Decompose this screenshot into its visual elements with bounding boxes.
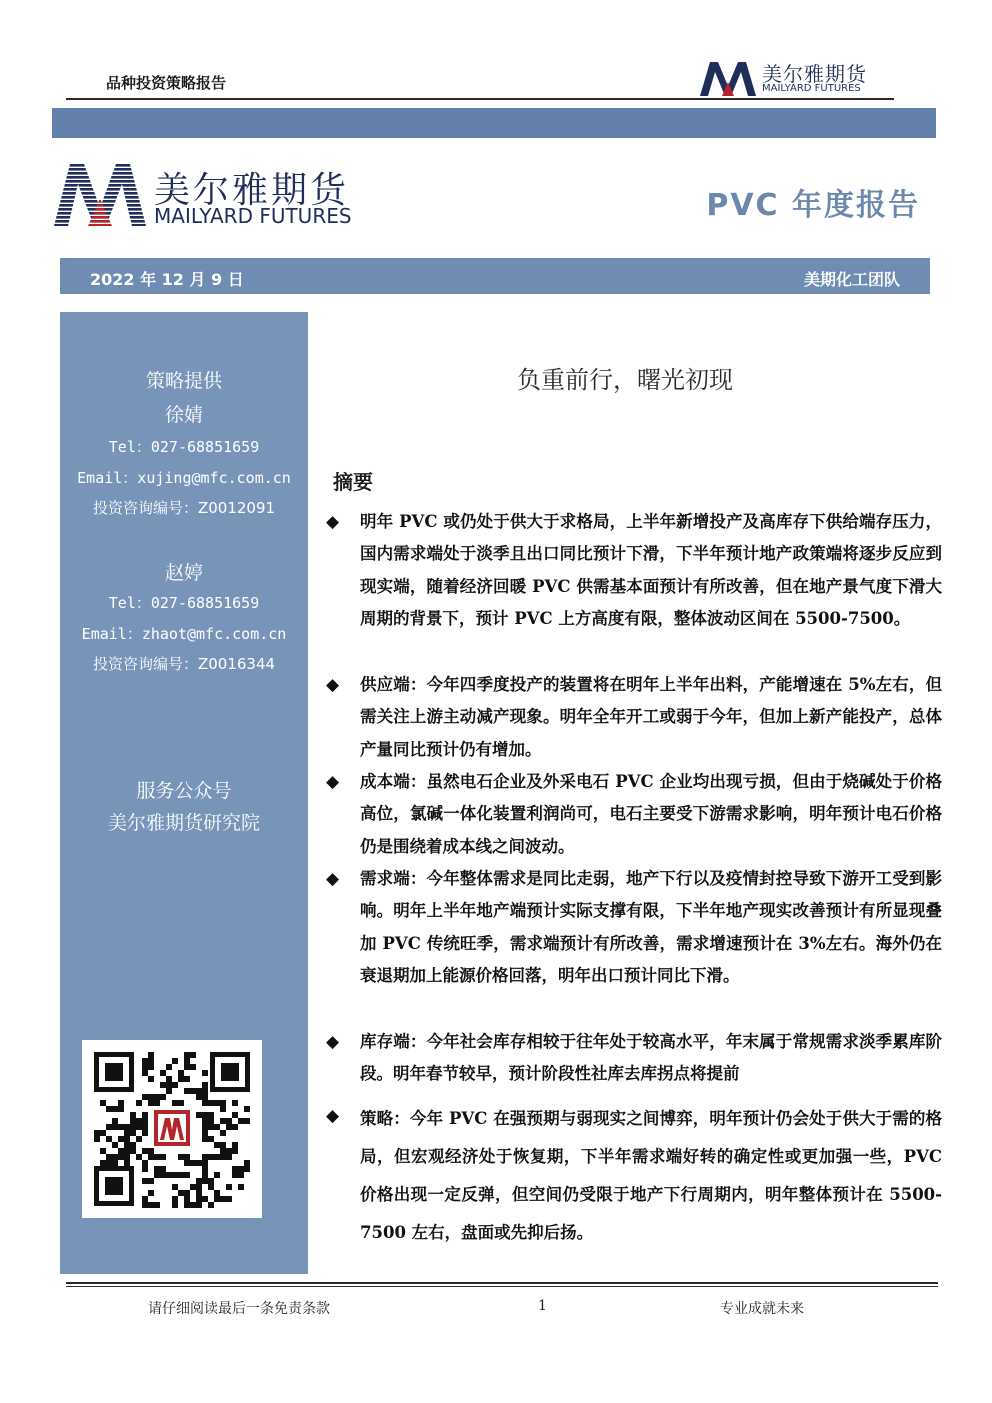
company-name-en: MAILYARD FUTURES bbox=[762, 83, 861, 94]
analyst-email: Email：zhaot@mfc.com.cn bbox=[81, 625, 287, 643]
analyst-license: 投资咨询编号：Z0016344 bbox=[92, 655, 276, 673]
summary-paragraph: 供应端：今年四季度投产的装置将在明年上半年出料，产能增速在 5%左右，但需关注上游主动减产现象。明年全年开工或弱于今年，但加上新产能投产，总体产量同比预计仍有增加。 bbox=[360, 675, 942, 759]
mm-logo-icon bbox=[54, 160, 146, 226]
qr-code-icon bbox=[82, 1040, 262, 1218]
page-number: 1 bbox=[538, 1298, 547, 1314]
analyst-license: 投资咨询编号：Z0012091 bbox=[92, 499, 276, 517]
company-logo-large bbox=[54, 160, 414, 232]
qr-code bbox=[82, 1040, 262, 1218]
report-title: PVC 年度报告 bbox=[706, 188, 920, 223]
diamond-bullet-icon: ◆ bbox=[326, 675, 340, 695]
company-logo-small bbox=[700, 58, 900, 98]
service-name: 美尔雅期货研究院 bbox=[107, 812, 260, 834]
diamond-bullet-icon: ◆ bbox=[326, 772, 340, 792]
summary-title: 摘要 bbox=[333, 470, 373, 494]
analyst-tel: Tel：027-68851659 bbox=[108, 594, 260, 612]
service-label: 服务公众号 bbox=[136, 780, 232, 802]
header-rule bbox=[66, 98, 894, 100]
footer-rule bbox=[66, 1286, 938, 1287]
strategy-label: 策略提供 bbox=[145, 370, 222, 392]
analyst-email: Email：xujing@mfc.com.cn bbox=[77, 469, 291, 487]
summary-paragraph: 成本端：虽然电石企业及外采电石 PVC 企业均出现亏损，但由于烧碱处于价格高位，氯碱一体化装置利润尚可，电石主要受下游需求影响，明年预计电石价格仍是围绕着成本线之间波动。 bbox=[360, 772, 942, 856]
company-name-cn: 美尔雅期货 bbox=[762, 62, 867, 86]
company-name-en: MAILYARD FUTURES bbox=[154, 204, 352, 228]
diamond-bullet-icon: ◆ bbox=[326, 512, 340, 532]
header-band bbox=[52, 108, 936, 138]
analyst-tel: Tel：027-68851659 bbox=[108, 438, 260, 456]
headline: 负重前行，曙光初现 bbox=[517, 366, 733, 394]
diamond-bullet-icon: ◆ bbox=[326, 1032, 340, 1052]
footer-disclaimer: 请仔细阅读最后一条免责条款 bbox=[148, 1301, 330, 1317]
summary-paragraph: 明年 PVC 或仍处于供大于求格局，上半年新增投产及高库存下供给端存压力，国内需求端处于淡季且出口同比预计下滑，下半年预计地产政策端将逐步反应到现实端，随着经济回暖 PVC 供需基本面预计有所改善，但在地产景气度下滑大周期的背景下，预计 PVC 上方高度有限，整体波动区间在 5500-7500。 bbox=[360, 512, 942, 629]
team-name: 美期化工团队 bbox=[803, 270, 900, 289]
diamond-bullet-icon: ◆ bbox=[326, 1106, 340, 1126]
analyst-name: 赵婷 bbox=[164, 562, 203, 584]
footer-rule bbox=[66, 1282, 938, 1284]
diamond-bullet-icon: ◆ bbox=[326, 869, 340, 889]
footer-slogan: 专业成就未来 bbox=[720, 1301, 804, 1317]
report-date: 2022 年 12 月 9 日 bbox=[90, 270, 244, 289]
report-category: 品种投资策略报告 bbox=[106, 74, 227, 92]
mm-logo-icon bbox=[700, 58, 756, 96]
summary-paragraph: 库存端：今年社会库存相较于往年处于较高水平，年末属于常规需求淡季累库阶段。明年春节较早，预计阶段性社库去库拐点将提前 bbox=[360, 1032, 942, 1084]
company-name-cn: 美尔雅期货 bbox=[154, 170, 350, 211]
summary-paragraph: 策略：今年 PVC 在强预期与弱现实之间博弈，明年预计仍会处于供大于需的格局，但宏观经济处于恢复期，下半年需求端好转的确定性或更加强一些，PVC 价格出现一定反弹，但空间仍受限于地产下行周期内，明年整体预计在 5500-7500 左右，盘面或先抑后扬。 bbox=[360, 1109, 942, 1242]
summary-paragraph: 需求端：今年整体需求是同比走弱，地产下行以及疫情封控导致下游开工受到影响。明年上半年地产端预计实际支撑有限，下半年地产现实改善预计有所显现叠加 PVC 传统旺季，需求端预计有所改善，需求增速预计在 3%左右。海外仍在衰退期加上能源价格回落，明年出口预计同比下滑。 bbox=[360, 869, 942, 986]
analyst-name: 徐婧 bbox=[164, 404, 203, 426]
